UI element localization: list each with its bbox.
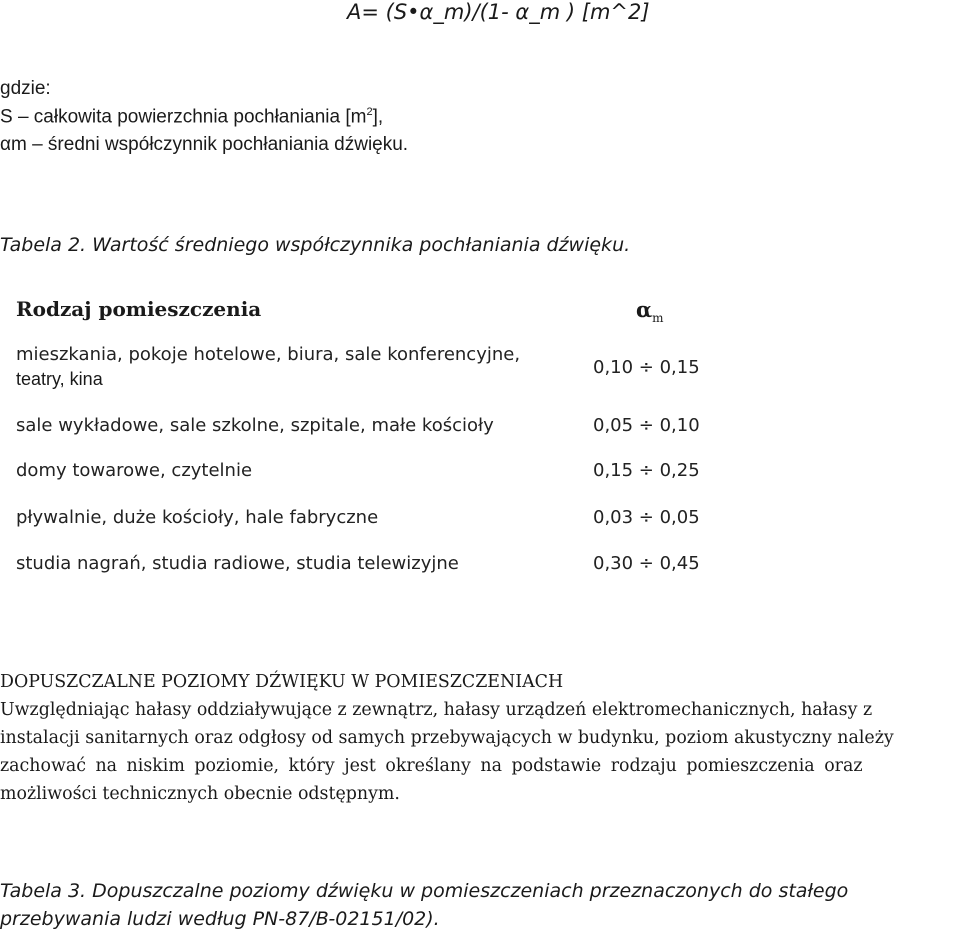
table3-caption-line1: Tabela 3. Dopuszczalne poziomy dźwięku w pomieszczeniach przeznaczonych do stałego — [0, 880, 849, 902]
formula: A= (S•α_m)/(1- α_m ) [m^2] — [347, 0, 650, 24]
alpha-symbol: α — [636, 297, 653, 322]
section-line-1: Uwzględniając hałasy oddziaływujące z zewnątrz, hałasy urządzeń elektromechanicznych, hałasy z — [0, 700, 873, 720]
table2-row5-room: studia nagrań, studia radiowe, studia telewizyjne — [16, 553, 459, 574]
alpha-subscript: m — [652, 311, 664, 326]
table2-row4-room: pływalnie, duże kościoły, hale fabryczne — [16, 507, 379, 528]
section-line-4: możliwości technicznych obecnie odstępnym. — [0, 784, 400, 804]
section-heading: DOPUSZCZALNE POZIOMY DŹWIĘKU W POMIESZCZENIACH — [0, 672, 564, 692]
table2-row4-value: 0,03 ÷ 0,05 — [593, 507, 700, 528]
legend-am-line: αm – średni współczynnik pochłaniania dźwięku. — [0, 134, 409, 155]
legend-heading: gdzie: — [0, 78, 51, 99]
table2-row1-room-line2: teatry, kina — [16, 369, 103, 389]
table2-caption: Tabela 2. Wartość średniego współczynnika pochłaniania dźwięku. — [0, 234, 631, 256]
table2-row2-room: sale wykładowe, sale szkolne, szpitale, małe kościoły — [16, 415, 494, 436]
legend-s-line — [0, 106, 383, 128]
legend-s-suffix: ], — [372, 106, 384, 128]
table2-header-alpha — [636, 297, 664, 325]
table2-row1-value: 0,10 ÷ 0,15 — [593, 357, 700, 378]
table2-row3-room: domy towarowe, czytelnie — [16, 460, 253, 481]
table2-header-room: Rodzaj pomieszczenia — [16, 297, 262, 321]
table2-row2-value: 0,05 ÷ 0,10 — [593, 415, 700, 436]
table2-row5-value: 0,30 ÷ 0,45 — [593, 553, 700, 574]
legend-s-sup: 2 — [366, 106, 373, 118]
table3-caption-line2: przebywania ludzi według PN-87/B-02151/02). — [0, 908, 440, 930]
section-line-3: zachować na niskim poziomie, który jest określany na podstawie rodzaju pomieszczenia oraz — [0, 756, 863, 776]
table2-row1-room-line1: mieszkania, pokoje hotelowe, biura, sale konferencyjne, — [16, 344, 521, 365]
table2-row3-value: 0,15 ÷ 0,25 — [593, 460, 700, 481]
section-line-2: instalacji sanitarnych oraz odgłosy od samych przebywających w budynku, poziom akustyczny należy — [0, 728, 894, 748]
legend-s-prefix: S – całkowita powierzchnia pochłaniania [m — [0, 106, 367, 128]
